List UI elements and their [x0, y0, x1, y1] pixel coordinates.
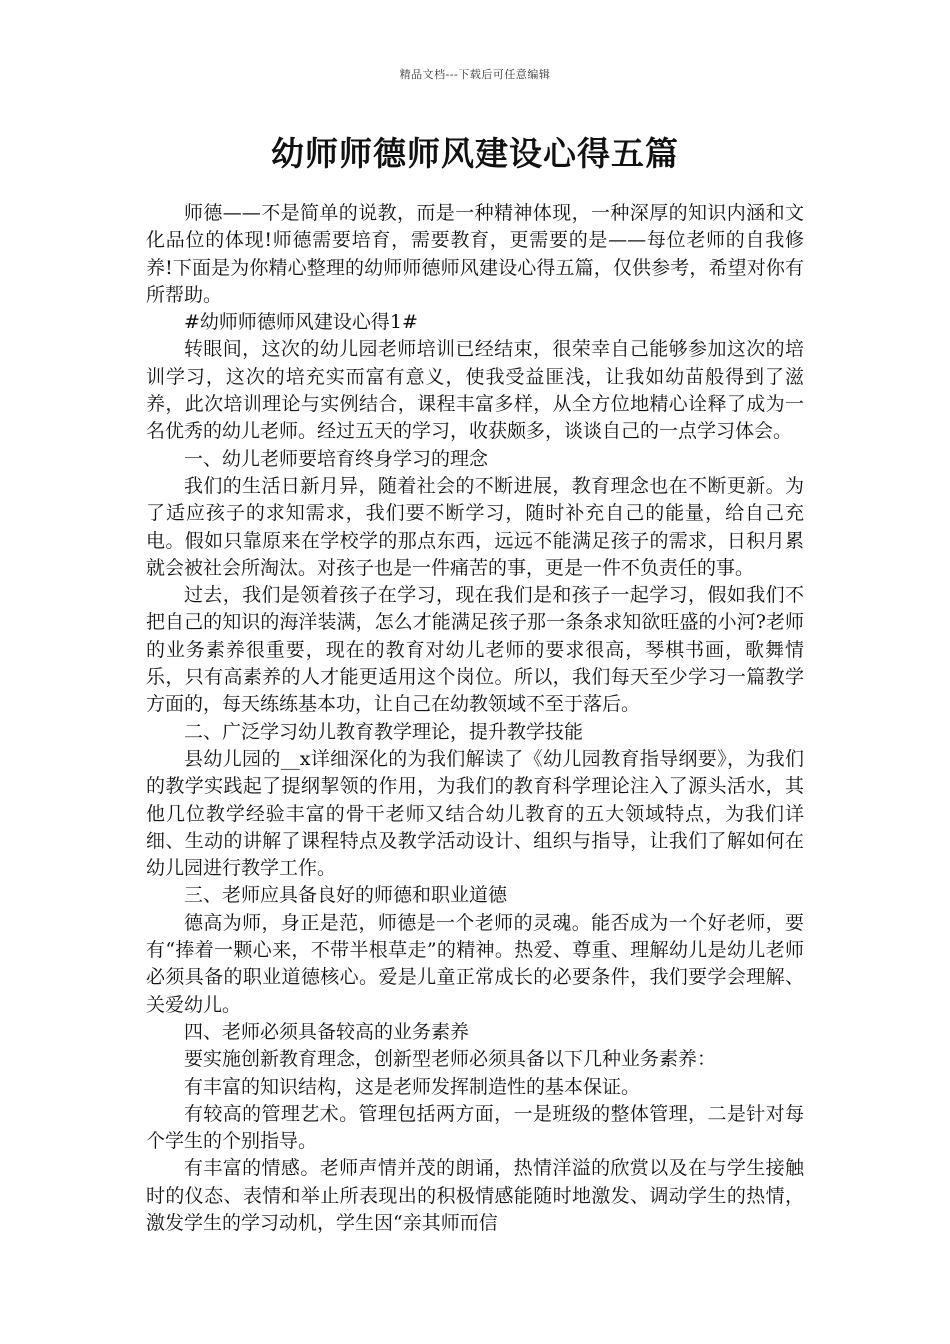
- section-heading: 二、广泛学习幼儿教育教学理论，提升教学技能: [184, 720, 584, 743]
- paragraph: 县幼儿园的__x详细深化的为我们解读了《幼儿园教育指导纲要》，为我们的教学实践起了提纲挈领的作用，为我们的教育科学理论注入了源头活水，其他几位教学经验丰富的骨干老师又结合幼儿教育的五大领域特点，为我们详细、生动的讲解了课程特点及教学活动设计、组织与指导，让我们了解如何在幼儿园进行教学工作。: [146, 747, 804, 880]
- paragraph: 转眼间，这次的幼儿园老师培训已经结束，很荣幸自己能够参加这次的培训学习，这次的培充实而富有意义，使我受益匪浅，让我如幼苗般得到了滋养，此次培训理论与实例结合，课程丰富多样，从全方位地精心诠释了成为一名优秀的幼儿老师。经过五天的学习，收获颇多，谈谈自己的一点学习体会。: [146, 338, 804, 443]
- document-body: [146, 200, 804, 1237]
- section-heading: 四、老师必须具备较高的业务素养: [184, 1020, 470, 1043]
- header-note: 精品文档---下载后可任意编辑: [399, 68, 551, 81]
- paragraph: 过去，我们是领着孩子在学习，现在我们是和孩子一起学习，假如我们不把自己的知识的海洋装满，怎么才能满足孩子那一条条求知欲旺盛的小河?老师的业务素养很重要，现在的教育对幼儿老师的要求很高，琴棋书画，歌舞情乐，只有高素养的人才能更适用这个岗位。所以，我们每天至少学习一篇教学方面的，每天练练基本功，让自己在幼教领域不至于落后。: [146, 584, 804, 716]
- paragraph: 有丰富的知识结构，这是老师发挥制造性的基本保证。: [184, 1075, 641, 1098]
- section-heading: 三、老师应具备良好的师德和职业道德: [184, 884, 508, 907]
- section-heading: 一、幼儿老师要培育终身学习的理念: [184, 447, 489, 470]
- document-title: 幼师师德师风建设心得五篇: [271, 134, 679, 173]
- paragraph: 要实施创新教育理念，创新型老师必须具备以下几种业务素养：: [184, 1048, 717, 1071]
- section-heading: #幼师师德师风建设心得1#: [184, 311, 418, 334]
- paragraph: 有丰富的情感。老师声情并茂的朗诵，热情洋溢的欣赏以及在与学生接触时的仪态、表情和举止所表现出的积极情感能随时地激发、调动学生的热情，激发学生的学习动机，学生因“亲其师而信: [146, 1157, 804, 1234]
- paragraph: 有较高的管理艺术。管理包括两方面，一是班级的整体管理，二是针对每个学生的个别指导。: [146, 1102, 804, 1153]
- paragraph: 德高为师，身正是范，师德是一个老师的灵魂。能否成为一个好老师，要有“捧着一颗心来，不带半根草走”的精神。热爱、尊重、理解幼儿是幼儿老师必须具备的职业道德核心。爱是儿童正常成长的必要条件，我们要学会理解、关爱幼儿。: [146, 911, 804, 1016]
- paragraph: 我们的生活日新月异，随着社会的不断进展，教育理念也在不断更新。为了适应孩子的求知需求，我们要不断学习，随时补充自己的能量，给自己充电。假如只靠原来在学校学的那点东西，远远不能满足孩子的需求，日积月累就会被社会所淘汰。对孩子也是一件痛苦的事，更是一件不负责任的事。: [146, 474, 804, 579]
- paragraph: 师德——不是简单的说教，而是一种精神体现，一种深厚的知识内涵和文化品位的体现!师德需要培育，需要教育，更需要的是——每位老师的自我修养!下面是为你精心整理的幼师师德师风建设心得五篇，仅供参考，希望对你有所帮助。: [146, 202, 804, 306]
